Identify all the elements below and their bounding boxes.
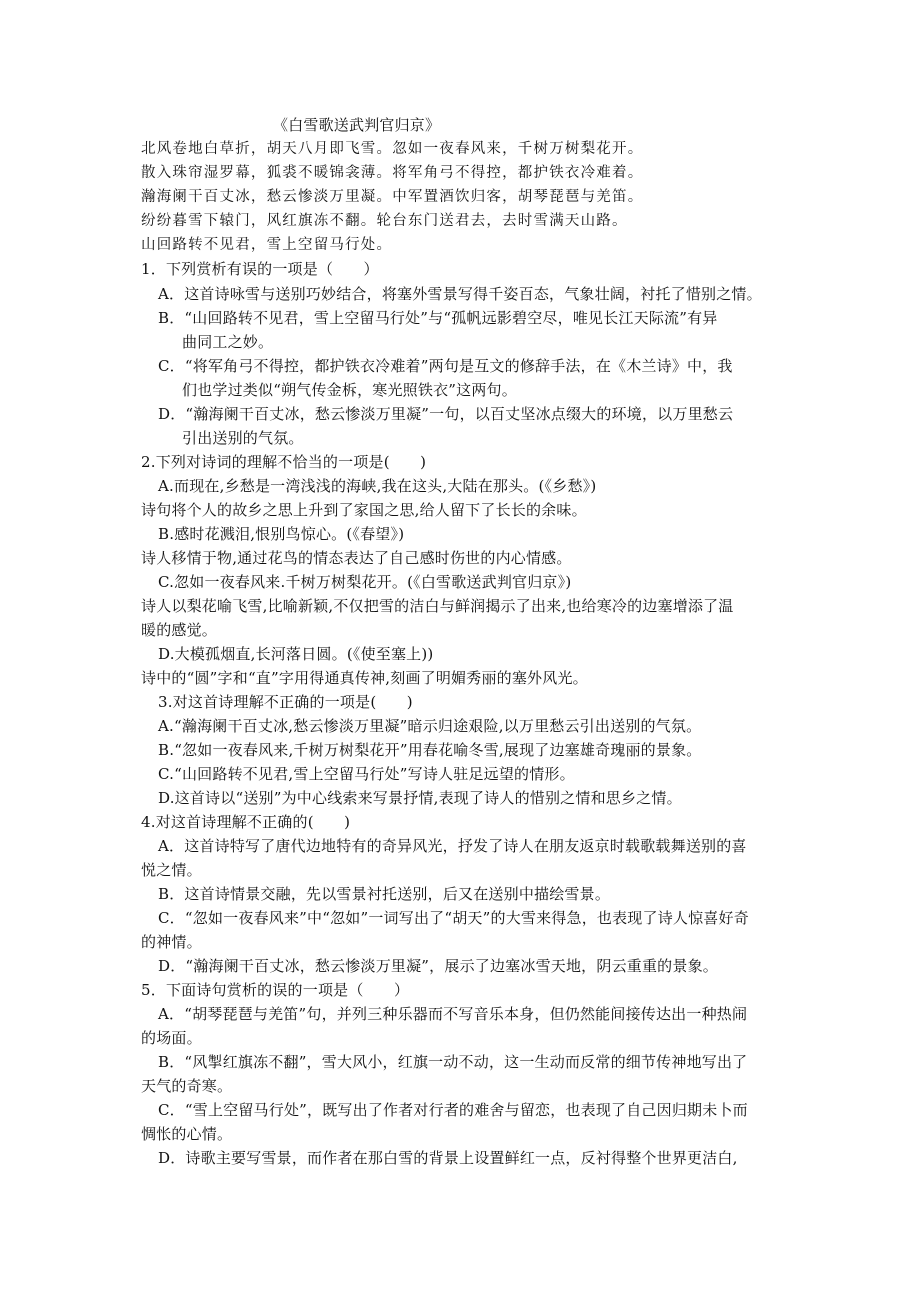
q4-option-d: D．“瀚海阑干百丈冰，愁云惨淡万里凝”，展示了边塞冰雪天地，阴云重重的景象。 [158, 957, 718, 975]
poem-line: 瀚海阑干百丈冰，愁云惨淡万里凝。中军置酒饮归客，胡琴琵琶与羌笛。 [141, 189, 644, 205]
q4-option-a: A．这首诗特写了唐代边地特有的奇异风光，抒发了诗人在朋友返京时载歌载舞送别的喜 [158, 837, 747, 855]
q2-option-c-note-cont: 暖的感觉。 [141, 621, 218, 639]
q5-option-c: C．“雪上空留马行处”，既写出了作者对行者的难舍与留恋，也表现了自己因归期未卜而 [158, 1101, 748, 1119]
q1-option-c: C．“将军角弓不得控，都护铁衣冷难着”两句是互文的修辞手法，在《木兰诗》中，我 [158, 357, 733, 375]
q2-option-d: D.大模孤烟直,长河落日圆。(《使至塞上)) [158, 645, 434, 663]
question-4-stem: 4.对这首诗理解不正确的( ) [141, 813, 351, 831]
q2-option-b: B.感时花溅泪,恨别鸟惊心。(《春望》) [158, 525, 405, 543]
q3-option-d: D.这首诗以“送别”为中心线索来写景抒情,表现了诗人的惜别之情和思乡之情。 [158, 789, 682, 807]
poem-line: 山回路转不见君，雪上空留马行处。 [141, 237, 393, 253]
q3-option-b: B.“忽如一夜春风来,千树万树梨花开”用春花喻冬雪,展现了边塞雄奇瑰丽的景象。 [158, 741, 702, 759]
q1-option-a: A．这首诗咏雪与送别巧妙结合，将塞外雪景写得千姿百态，气象壮阔，衬托了惜别之情。 [158, 285, 762, 303]
q5-option-b-cont: 天气的奇寒。 [141, 1077, 233, 1095]
q4-option-c-cont: 的神情。 [141, 933, 202, 951]
q1-option-b-cont: 曲同工之妙。 [182, 333, 274, 351]
q1-option-d: D．“瀚海阑干百丈冰，愁云惨淡万里凝”一句，以百丈坚冰点缀大的环境，以万里愁云 [158, 405, 734, 423]
q5-option-b: B．“风掣红旗冻不翻”，雪大风小，红旗一动不动，这一生动而反常的细节传神地写出了 [158, 1053, 748, 1071]
question-1-stem: 1．下列赏析有误的一项是（ ） [141, 260, 379, 278]
q5-option-a: A．“胡琴琵琶与羌笛”句，并列三种乐器而不写音乐本身，但仍然能间接传达出一种热闹 [158, 1005, 748, 1023]
q3-option-a: A.“瀚海阑干百丈冰,愁云惨淡万里凝”暗示归途艰险,以万里愁云引出送别的气氛。 [158, 717, 702, 735]
q4-option-b: B．这首诗情景交融，先以雪景衬托送别，后又在送别中描绘雪景。 [158, 885, 611, 903]
poem-title: 《白雪歌送武判官归京》 [273, 116, 441, 134]
poem-line: 纷纷暮雪下辕门，风红旗冻不翻。轮台东门送君去，去时雪满天山路。 [141, 213, 628, 229]
q2-option-c-note: 诗人以梨花喻飞雪,比喻新颖,不仅把雪的洁白与鲜润揭示了出来,也给寒冷的边塞增添了温 [141, 597, 734, 615]
poem-line: 散入珠帘湿罗幕，狐裘不暖锦衾薄。将军角弓不得控，都护铁衣冷难着。 [141, 165, 644, 181]
poem-line: 北风卷地白草折，胡天八月即飞雪。忽如一夜春风来，千树万树梨花开。 [141, 141, 644, 157]
q2-option-d-note: 诗中的“圆”字和“直”字用得通真传神,刻画了明媚秀丽的塞外风光。 [141, 669, 588, 687]
q2-option-a-note: 诗句将个人的故乡之思上升到了家国之思,给人留下了长长的余味。 [141, 501, 587, 519]
q5-option-c-cont: 惆怅的心情。 [141, 1125, 233, 1143]
q5-option-d: D．诗歌主要写雪景，而作者在那白雪的背景上设置鲜红一点，反衬得整个世界更洁白, [158, 1149, 738, 1167]
q2-option-a: A.而现在,乡愁是一湾浅浅的海峡,我在这头,大陆在那头。(《乡愁》) [158, 477, 597, 495]
q1-option-b: B．“山回路转不见君，雪上空留马行处”与“孤帆远影碧空尽，唯见长江天际流”有异 [158, 309, 718, 327]
q4-option-a-cont: 悦之情。 [141, 861, 202, 879]
q5-option-a-cont: 的场面。 [141, 1029, 202, 1047]
q1-option-d-cont: 引出送别的气氛。 [182, 429, 304, 447]
q4-option-c: C．“忽如一夜春风来”中“忽如”一词写出了“胡天”的大雪来得急，也表现了诗人惊喜好奇 [158, 909, 749, 927]
q2-option-c: C.忽如一夜春风来.千树万树梨花开。(《白雪歌送武判官归京》) [158, 573, 572, 591]
question-2-stem: 2.下列对诗词的理解不恰当的一项是( ) [141, 453, 427, 471]
q3-option-c: C.“山回路转不见君,雪上空留马行处”写诗人驻足远望的情形。 [158, 765, 575, 783]
q1-option-c-cont: 们也学过类似“朔气传金柝，寒光照铁衣”这两句。 [182, 381, 517, 399]
question-5-stem: 5．下面诗句赏析的误的一项是（ ） [141, 981, 410, 999]
q2-option-b-note: 诗人移情于物,通过花鸟的情态表达了自己感时伤世的内心情感。 [141, 549, 572, 567]
question-3-stem: 3.对这首诗理解不正确的一项是( ) [158, 693, 413, 711]
